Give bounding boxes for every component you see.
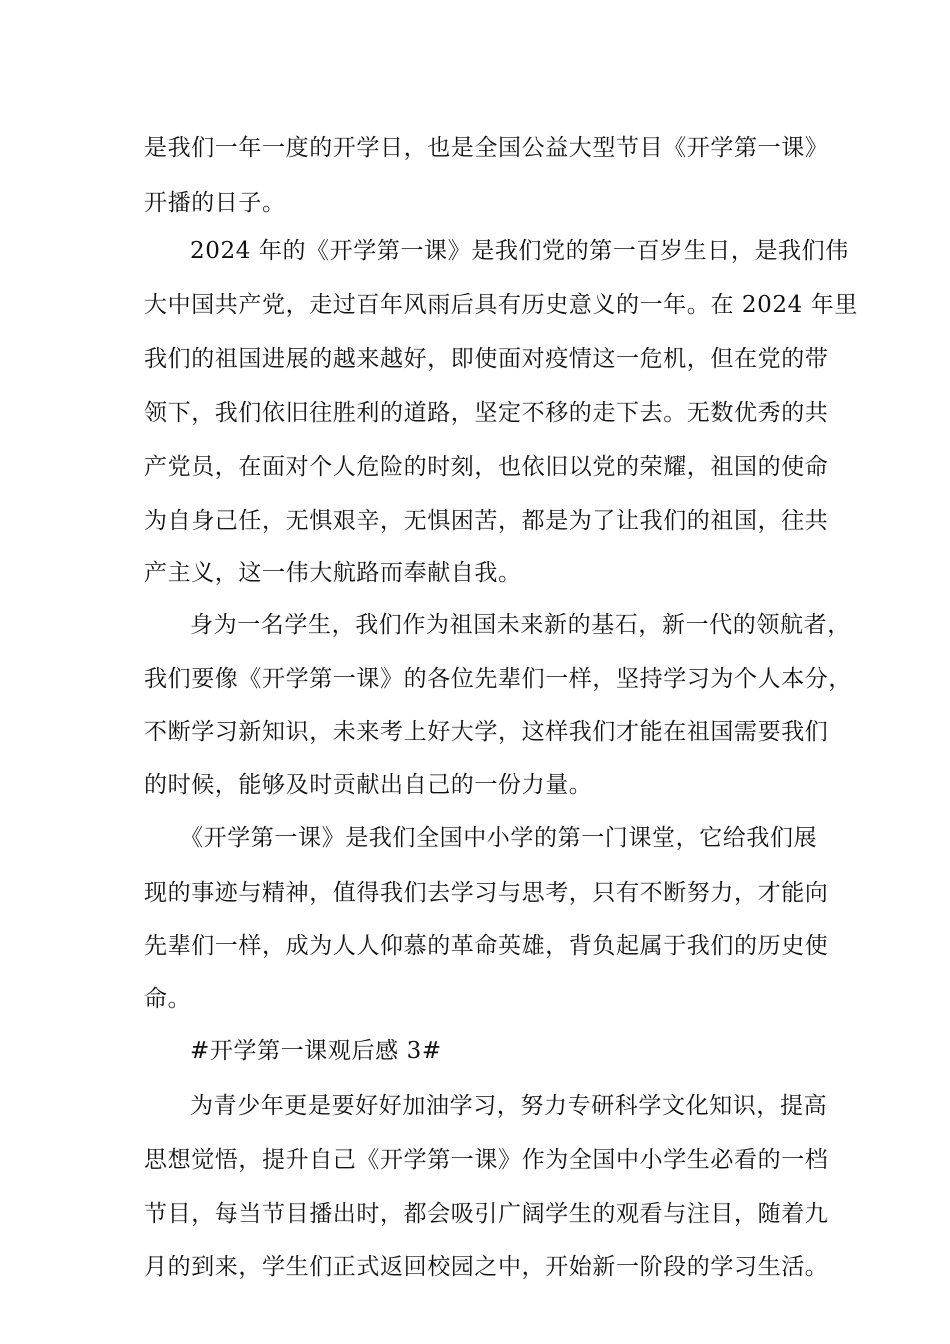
section-heading: #开学第一课观后感 3# (190, 1038, 442, 1064)
text-line: 领下，我们依旧往胜利的道路，坚定不移的走下去。无数优秀的共 (144, 400, 829, 426)
paragraph-start-line: 2024 年的《开学第一课》是我们党的第一百岁生日，是我们伟 (190, 238, 849, 264)
text-line: 不断学习新知识，未来考上好大学，这样我们才能在祖国需要我们 (144, 719, 829, 745)
text-line: 节目，每当节目播出时，都会吸引广阔学生的观看与注目，随着九 (144, 1201, 829, 1227)
text-line: 思想觉悟，提升自己《开学第一课》作为全国中小学生必看的一档 (144, 1147, 829, 1173)
text-line: 产主义，这一伟大航路而奉献自我。 (144, 560, 522, 586)
text-line: 大中国共产党，走过百年风雨后具有历史意义的一年。在 2024 年里 (144, 292, 858, 318)
paragraph-start-line: 为青少年更是要好好加油学习，努力专研科学文化知识，提高 (190, 1093, 828, 1119)
text-line: 为自身己任，无惧艰辛，无惧困苦，都是为了让我们的祖国，往共 (144, 508, 829, 534)
text-line: 月的到来，学生们正式返回校园之中，开始新一阶段的学习生活。 (144, 1254, 829, 1280)
paragraph-start-line: 《开学第一课》是我们全国中小学的第一门课堂，它给我们展 (180, 825, 818, 851)
text-line: 开播的日子。 (144, 190, 286, 216)
text-line: 我们要像《开学第一课》的各位先辈们一样，坚持学习为个人本分， (144, 666, 852, 692)
text-line: 我们的祖国进展的越来越好，即使面对疫情这一危机，但在党的带 (144, 346, 829, 372)
text-line: 先辈们一样，成为人人仰慕的革命英雄，背负起属于我们的历史使 (144, 933, 829, 959)
text-line: 的时候，能够及时贡献出自己的一份力量。 (144, 772, 593, 798)
text-line: 现的事迹与精神，值得我们去学习与思考，只有不断努力，才能向 (144, 880, 829, 906)
text-line: 产党员，在面对个人危险的时刻，也依旧以党的荣耀，祖国的使命 (144, 454, 829, 480)
text-line: 是我们一年一度的开学日，也是全国公益大型节目《开学第一课》 (144, 135, 829, 161)
text-line: 命。 (144, 986, 192, 1012)
paragraph-start-line: 身为一名学生，我们作为祖国未来新的基石，新一代的领航者， (190, 612, 851, 638)
